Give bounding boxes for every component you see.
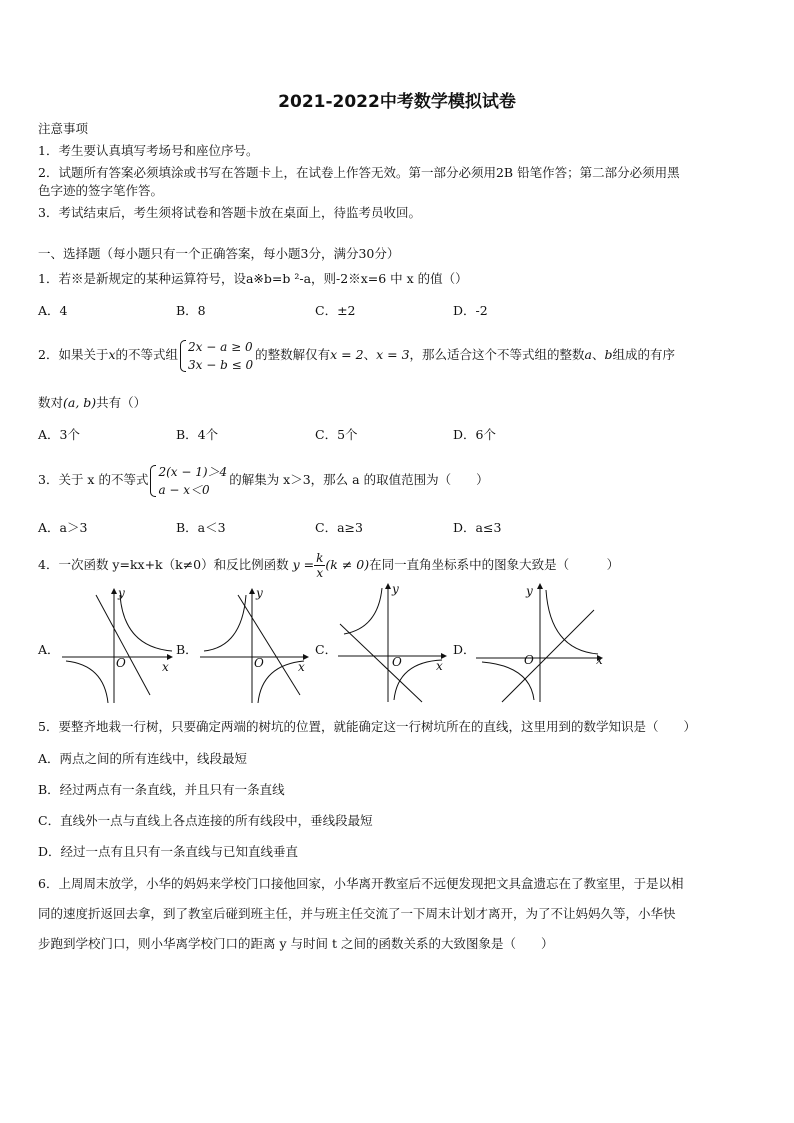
y-axis-label: y [392, 582, 399, 596]
notice-item-2: 2．试题所有答案必须填涂或书写在答题卡上，在试卷上作答无效。第一部分必须用2B 铅笔作答；第二部分必须用黑 [38, 165, 680, 180]
q4-graph-d-label: D． [453, 642, 476, 657]
q5-option-a: A．两点之间的所有连线中，线段最短 [38, 751, 248, 766]
q4-graph-a-label: A． [38, 642, 60, 657]
question-4-stem [38, 547, 619, 583]
q2-option-d: D．6个 [453, 427, 496, 442]
q4-graph-d [476, 580, 606, 706]
hyperbola-branch-1 [344, 588, 382, 634]
y-axis-label: y [256, 586, 263, 600]
hyperbola-branch-1 [120, 595, 172, 651]
q4-text-b: 在同一直角坐标系中的图象大致是（ ） [369, 557, 620, 572]
q2-line2-b: 共有（） [96, 395, 147, 410]
hyperbola-branch-1 [546, 590, 598, 654]
question-5-stem: 5．要整齐地栽一行树，只要确定两端的树坑的位置，就能确定这一行树坑所在的直线，这里用到的数学知识是（ ） [38, 719, 696, 734]
linear-line [238, 595, 300, 695]
origin-label: O [524, 653, 534, 667]
q2-text-e: 组成的有序 [612, 347, 676, 362]
q1-option-c: C．±2 [315, 303, 356, 318]
q2-line2-a: 数对 [38, 395, 64, 410]
notice-item-3: 3．考试结束后，考生须将试卷和答题卡放在桌面上，待监考员收回。 [38, 205, 421, 220]
q3-ineq-1: 2(x − 1)＞4 [158, 464, 228, 479]
x-axis-label: x [298, 660, 305, 674]
origin-label: O [254, 656, 264, 670]
question-6-line-1: 6．上周周末放学，小华的妈妈来学校门口接他回家，小华离开教室后不远便发现把文具盒遗忘在了教室里，于是以相 [38, 876, 684, 891]
q2-option-a: A．3个 [38, 427, 80, 442]
q4-graph-b-label: B． [176, 642, 198, 657]
hyperbola-branch-2 [66, 661, 108, 703]
q2-sep2: 、 [592, 347, 605, 362]
x-axis-label: x [162, 660, 169, 674]
q1-option-d: D．-2 [453, 303, 488, 318]
q5-option-b: B．经过两点有一条直线，并且只有一条直线 [38, 782, 285, 797]
q4-graph-b [200, 585, 314, 707]
notice-item-1: 1．考生要认真填写考场号和座位序号。 [38, 143, 259, 158]
q2-var-a: a [584, 347, 592, 362]
q4-frac-cond: (k ≠ 0) [325, 557, 370, 572]
q3-text-a: 3．关于 x 的不等式 [38, 472, 149, 487]
origin-label: O [116, 656, 126, 670]
question-2-stem [38, 333, 675, 377]
q2-text-d: ，那么适合这个不等式组的整数 [409, 347, 585, 362]
q5-option-d: D．经过一点有且只有一条直线与已知直线垂直 [38, 844, 299, 859]
q1-option-a: A．4 [38, 303, 68, 318]
q2-inequality-system [180, 338, 253, 374]
q2-solution-1: x = 2 [330, 347, 364, 362]
q4-graph-c [338, 580, 452, 706]
q4-frac-den: x [316, 566, 324, 580]
q2-solution-2: x = 3 [376, 347, 410, 362]
q3-ineq-2: a − x＜0 [158, 482, 210, 497]
q3-option-c: C．a≥3 [315, 520, 363, 535]
hyperbola-branch-1 [204, 595, 246, 651]
q4-graph-a [62, 585, 176, 707]
question-2-stem-line2 [38, 394, 146, 412]
q2-var-x: x [108, 347, 116, 362]
q3-inequality-system [150, 463, 227, 499]
q1-option-b: B．8 [176, 303, 206, 318]
q4-fraction [314, 551, 325, 580]
question-6-line-3: 步跑到学校门口，则小华离学校门口的距离 y 与时间 t 之间的函数关系的大致图象是（ ） [38, 936, 554, 951]
q4-frac-num: k [316, 551, 324, 565]
hyperbola-branch-2 [482, 662, 534, 700]
question-3-stem [38, 458, 489, 502]
q4-func-lhs: y = [292, 557, 315, 572]
x-axis-label: x [436, 659, 443, 673]
q5-option-c: C．直线外一点与直线上各点连接的所有线段中，垂线段最短 [38, 813, 373, 828]
y-axis-label: y [118, 586, 125, 600]
q2-option-b: B．4个 [176, 427, 219, 442]
q2-var-b: b [604, 347, 613, 362]
linear-line [340, 624, 422, 702]
y-axis-label: y [526, 584, 533, 598]
question-1-stem: 1．若※是新规定的某种运算符号，设a※b=b ²-a，则-2※x=6 中 x 的值（） [38, 271, 468, 286]
q3-text-b: 的解集为 x＞3，那么 a 的取值范围为（ ） [229, 472, 489, 487]
section-heading: 一、选择题（每小题只有一个正确答案，每小题3分，满分30分） [38, 246, 400, 261]
q2-text-b: 的不等式组 [115, 347, 179, 362]
q2-option-c: C．5个 [315, 427, 358, 442]
q2-ineq-2: 3x − b ≤ 0 [188, 357, 254, 372]
q2-text-a: 2．如果关于 [38, 347, 109, 362]
q2-pair: (a, b) [63, 395, 97, 410]
q4-graph-c-label: C． [315, 642, 338, 657]
q2-text-c: 的整数解仅有 [255, 347, 331, 362]
q2-sep: 、 [363, 347, 377, 362]
q4-text-a: 4．一次函数 y=kx+k（k≠0）和反比例函数 [38, 557, 289, 572]
page-title: 2021-2022中考数学模拟试卷 [278, 92, 516, 112]
question-6-line-2: 同的速度折返回去拿，到了教室后碰到班主任，并与班主任交流了一下周末计划才离开，为了不让妈妈久等，小华快 [38, 906, 676, 921]
q2-ineq-1: 2x − a ≥ 0 [188, 339, 253, 354]
linear-line [502, 610, 594, 702]
notice-heading: 注意事项 [38, 121, 89, 136]
origin-label: O [392, 655, 402, 669]
linear-line [96, 595, 150, 695]
q3-option-b: B．a＜3 [176, 520, 226, 535]
q3-option-d: D．a≤3 [453, 520, 502, 535]
notice-item-2-cont: 色字迹的签字笔作答。 [38, 183, 164, 198]
q3-option-a: A．a＞3 [38, 520, 88, 535]
x-axis-label: x [596, 653, 603, 667]
